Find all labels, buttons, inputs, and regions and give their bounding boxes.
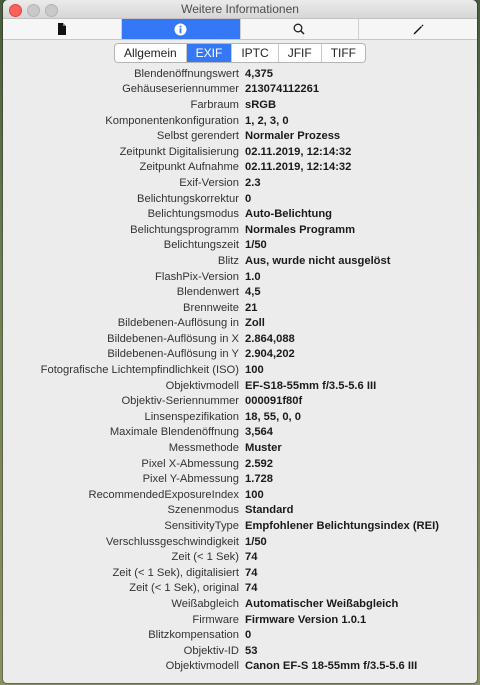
exif-value[interactable]: 1.728 xyxy=(245,473,273,486)
exif-row xyxy=(3,659,477,675)
inspector-toolbar xyxy=(3,19,477,40)
exif-value[interactable]: 74 xyxy=(245,582,258,595)
exif-value[interactable]: 4,375 xyxy=(245,67,273,80)
exif-value[interactable]: 74 xyxy=(245,551,258,564)
document-icon xyxy=(57,23,67,35)
exif-value[interactable]: 02.11.2019, 12:14:32 xyxy=(245,145,352,158)
exif-row xyxy=(3,222,477,238)
exif-value[interactable]: 2.3 xyxy=(245,176,261,189)
exif-row xyxy=(3,549,477,565)
info-window xyxy=(3,0,477,683)
exif-value[interactable]: Zoll xyxy=(245,317,265,330)
exif-key: Blitzkompensation xyxy=(148,629,239,642)
exif-row xyxy=(3,97,477,113)
exif-row xyxy=(3,518,477,534)
exif-key: Zeit (< 1 Sek) xyxy=(171,551,239,564)
exif-key: Objektiv-ID xyxy=(183,644,239,657)
tab-search[interactable] xyxy=(241,19,360,39)
exif-value[interactable]: 0 xyxy=(245,629,252,642)
exif-value[interactable]: 1.0 xyxy=(245,270,261,283)
exif-key: Zeitpunkt Aufnahme xyxy=(139,161,239,174)
exif-row xyxy=(3,565,477,581)
exif-row xyxy=(3,253,477,269)
exif-key: Belichtungskorrektur xyxy=(137,192,239,205)
exif-row xyxy=(3,160,477,176)
exif-value[interactable]: 100 xyxy=(245,488,264,501)
exif-value[interactable]: 1, 2, 3, 0 xyxy=(245,114,289,127)
exif-value[interactable]: 18, 55, 0, 0 xyxy=(245,410,301,423)
exif-row xyxy=(3,643,477,659)
exif-value[interactable]: 21 xyxy=(245,301,258,314)
exif-value[interactable]: Muster xyxy=(245,442,282,455)
exif-key: Farbraum xyxy=(190,98,239,111)
segment-bar xyxy=(3,40,477,66)
segment-iptc[interactable]: IPTC xyxy=(232,44,278,62)
exif-value[interactable]: 213074112261 xyxy=(245,83,320,96)
exif-row xyxy=(3,627,477,643)
exif-key: Bildebenen-Auflösung in X xyxy=(107,332,239,345)
exif-value[interactable]: 0 xyxy=(245,192,252,205)
pencil-icon xyxy=(412,23,424,35)
exif-row xyxy=(3,425,477,441)
exif-key: Zeitpunkt Digitalisierung xyxy=(119,145,239,158)
exif-row xyxy=(3,534,477,550)
exif-row xyxy=(3,487,477,503)
tab-annotate[interactable] xyxy=(359,19,477,39)
segment-jfif[interactable]: JFIF xyxy=(279,44,322,62)
exif-row xyxy=(3,300,477,316)
exif-row xyxy=(3,206,477,222)
tab-info[interactable] xyxy=(122,19,241,39)
exif-value[interactable]: Auto-Belichtung xyxy=(245,208,332,221)
exif-key: Objektivmodell xyxy=(165,660,239,673)
segment-allgemein[interactable]: Allgemein xyxy=(115,44,187,62)
segment-exif[interactable]: EXIF xyxy=(187,44,233,62)
info-icon xyxy=(174,23,187,36)
exif-key: Objektivmodell xyxy=(165,379,239,392)
exif-key: Pixel X-Abmessung xyxy=(141,457,239,470)
exif-key: Blitz xyxy=(217,254,239,267)
exif-row xyxy=(3,456,477,472)
exif-key: Szenenmodus xyxy=(167,504,239,517)
exif-row xyxy=(3,144,477,160)
exif-key: Objektiv-Seriennummer xyxy=(121,395,239,408)
exif-value[interactable]: Normaler Prozess xyxy=(245,130,341,143)
exif-row xyxy=(3,316,477,332)
exif-value[interactable]: 53 xyxy=(245,644,258,657)
exif-value[interactable]: Normales Programm xyxy=(245,223,356,236)
exif-value[interactable]: 000091f80f xyxy=(245,395,303,408)
exif-value[interactable]: 3,564 xyxy=(245,426,273,439)
exif-key: Verschlussgeschwindigkeit xyxy=(105,535,239,548)
exif-value[interactable]: 2.904,202 xyxy=(245,348,295,361)
exif-value[interactable]: 2.592 xyxy=(245,457,273,470)
exif-key: Fotografische Lichtempfindlichkeit (ISO) xyxy=(40,364,239,377)
exif-list xyxy=(3,66,477,674)
exif-value[interactable]: 74 xyxy=(245,566,258,579)
exif-value[interactable]: 4,5 xyxy=(245,286,261,299)
exif-row xyxy=(3,82,477,98)
exif-value[interactable]: Canon EF-S 18-55mm f/3.5-5.6 III xyxy=(245,660,418,673)
exif-row xyxy=(3,393,477,409)
exif-value[interactable]: 2.864,088 xyxy=(245,332,295,345)
exif-row xyxy=(3,66,477,82)
exif-key: Firmware xyxy=(192,613,239,626)
segment-tiff[interactable]: TIFF xyxy=(330,46,357,60)
exif-key: Exif-Version xyxy=(179,176,239,189)
exif-value[interactable]: 02.11.2019, 12:14:32 xyxy=(245,161,352,174)
exif-row xyxy=(3,191,477,207)
exif-key: Gehäuseseriennummer xyxy=(122,83,239,96)
exif-key: Linsenspezifikation xyxy=(144,410,239,423)
exif-row xyxy=(3,612,477,628)
exif-row xyxy=(3,596,477,612)
title-bar xyxy=(3,0,477,19)
window-title: Weitere Informationen xyxy=(181,2,299,16)
exif-row xyxy=(3,128,477,144)
exif-key: FlashPix-Version xyxy=(155,270,239,283)
exif-key: Bildebenen-Auflösung in Y xyxy=(107,348,239,361)
exif-value[interactable]: Standard xyxy=(245,504,294,517)
exif-row xyxy=(3,347,477,363)
exif-key: Messmethode xyxy=(168,442,239,455)
exif-key: Blendenöffnungswert xyxy=(134,67,239,80)
exif-row xyxy=(3,471,477,487)
exif-row xyxy=(3,331,477,347)
exif-key: Brennweite xyxy=(183,301,239,314)
exif-row xyxy=(3,378,477,394)
exif-key: RecommendedExposureIndex xyxy=(88,488,239,501)
exif-row xyxy=(3,362,477,378)
exif-value[interactable]: Empfohlener Belichtungsindex (REI) xyxy=(245,520,439,533)
exif-key: Belichtungsmodus xyxy=(147,208,239,221)
exif-row xyxy=(3,581,477,597)
exif-row xyxy=(3,440,477,456)
exif-value[interactable]: Firmware Version 1.0.1 xyxy=(245,613,367,626)
search-icon xyxy=(293,23,305,35)
exif-value[interactable]: sRGB xyxy=(245,98,277,111)
exif-key: Pixel Y-Abmessung xyxy=(142,473,239,486)
exif-key: Belichtungszeit xyxy=(163,239,239,252)
exif-value[interactable]: EF-S18-55mm f/3.5-5.6 III xyxy=(245,379,377,392)
exif-row xyxy=(3,269,477,285)
exif-key: Maximale Blendenöffnung xyxy=(109,426,239,439)
exif-value[interactable]: 1/50 xyxy=(245,535,267,548)
exif-key: Bildebenen-Auflösung in xyxy=(117,317,239,330)
exif-key: Komponentenkonfiguration xyxy=(105,114,239,127)
exif-value[interactable]: 100 xyxy=(245,364,264,377)
tab-general[interactable] xyxy=(3,19,122,39)
segmented-control xyxy=(114,43,366,63)
exif-key: Blendenwert xyxy=(176,286,239,299)
exif-value[interactable]: 1/50 xyxy=(245,239,267,252)
exif-key: Zeit (< 1 Sek), original xyxy=(129,582,239,595)
exif-row xyxy=(3,238,477,254)
exif-key: Zeit (< 1 Sek), digitalisiert xyxy=(112,566,239,579)
exif-row xyxy=(3,284,477,300)
exif-value[interactable]: Automatischer Weißabgleich xyxy=(245,597,399,610)
exif-row xyxy=(3,175,477,191)
exif-row xyxy=(3,409,477,425)
exif-value[interactable]: Aus, wurde nicht ausgelöst xyxy=(245,254,391,267)
exif-key: SensitivityType xyxy=(164,520,239,533)
exif-row xyxy=(3,113,477,129)
exif-row xyxy=(3,503,477,519)
exif-key: Belichtungsprogramm xyxy=(130,223,239,236)
exif-key: Selbst gerendert xyxy=(156,130,239,143)
exif-key: Weißabgleich xyxy=(171,597,239,610)
